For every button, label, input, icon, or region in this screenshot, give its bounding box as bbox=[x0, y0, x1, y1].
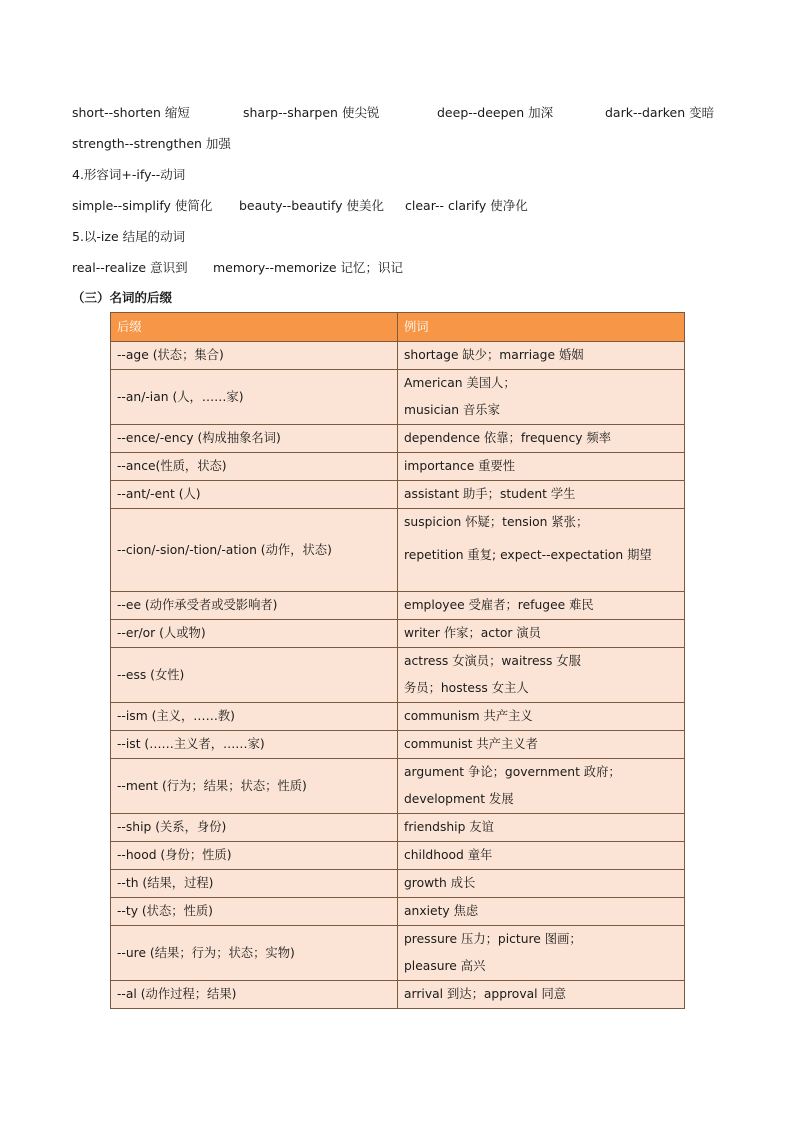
examples-cell bbox=[398, 509, 685, 592]
suffix-cell: --ee (动作承受者或受影响者) bbox=[111, 592, 398, 620]
examples-cell bbox=[398, 620, 685, 648]
examples-cell bbox=[398, 425, 685, 453]
examples-cell bbox=[398, 370, 685, 425]
examples-cell bbox=[398, 731, 685, 759]
example-line: importance 重要性 bbox=[404, 459, 516, 473]
example-line: musician 音乐家 bbox=[404, 403, 500, 417]
example-realize: real--realize 意识到 bbox=[72, 260, 188, 275]
verb-suffix-en-examples bbox=[72, 103, 714, 121]
suffix-cell: --age (状态；集合) bbox=[111, 342, 398, 370]
suffix-cell: --cion/-sion/-tion/-ation (动作，状态) bbox=[111, 509, 398, 592]
example-line: writer 作家；actor 演员 bbox=[404, 626, 541, 640]
table-row bbox=[111, 648, 685, 703]
section-title: （三）名词的后缀 bbox=[72, 290, 173, 305]
example-line: pressure 压力；picture 图画； bbox=[404, 932, 582, 946]
example-line: shortage 缺少；marriage 婚姻 bbox=[404, 348, 584, 362]
example-deepen: deep--deepen 加深 bbox=[437, 105, 554, 120]
example-line: suspicion 怀疑；tension 紧张； bbox=[404, 515, 589, 529]
examples-cell bbox=[398, 759, 685, 814]
suffix-cell: --ence/-ency (构成抽象名词) bbox=[111, 425, 398, 453]
example-line: childhood 童年 bbox=[404, 848, 493, 862]
examples-cell bbox=[398, 703, 685, 731]
example-darken: dark--darken 变暗 bbox=[605, 105, 715, 120]
ize-rule-heading: 5.以-ize 结尾的动词 bbox=[72, 229, 186, 244]
examples-cell bbox=[398, 870, 685, 898]
ify-rule-heading: 4.形容词+-ify--动词 bbox=[72, 167, 186, 182]
examples-cell bbox=[398, 981, 685, 1009]
table-header-row bbox=[111, 313, 685, 342]
examples-cell bbox=[398, 842, 685, 870]
suffix-cell: --ess (女性) bbox=[111, 648, 398, 703]
example-line: anxiety 焦虑 bbox=[404, 904, 479, 918]
example-line: actress 女演员；waitress 女服 bbox=[404, 654, 581, 668]
table-row bbox=[111, 703, 685, 731]
example-line: assistant 助手；student 学生 bbox=[404, 487, 576, 501]
table-row bbox=[111, 592, 685, 620]
example-line: friendship 友谊 bbox=[404, 820, 494, 834]
table-row bbox=[111, 481, 685, 509]
verb-suffix-ize-examples bbox=[72, 258, 403, 276]
example-line: 务员；hostess 女主人 bbox=[404, 681, 529, 695]
table-row bbox=[111, 842, 685, 870]
suffix-cell: --ant/-ent (人) bbox=[111, 481, 398, 509]
example-line: argument 争论；government 政府； bbox=[404, 765, 621, 779]
suffix-cell: --an/-ian (人，……家) bbox=[111, 370, 398, 425]
example-line: development 发展 bbox=[404, 792, 514, 806]
table-row bbox=[111, 425, 685, 453]
example-line: American 美国人； bbox=[404, 376, 516, 390]
examples-cell bbox=[398, 926, 685, 981]
table-row bbox=[111, 370, 685, 425]
example-beautify: beauty--beautify 使美化 bbox=[239, 198, 384, 213]
suffix-cell: --er/or (人或物) bbox=[111, 620, 398, 648]
example-line: repetition 重复; expect--expectation 期望 bbox=[404, 548, 652, 562]
examples-cell bbox=[398, 898, 685, 926]
examples-cell bbox=[398, 481, 685, 509]
table-body bbox=[111, 342, 685, 1009]
table-row bbox=[111, 981, 685, 1009]
table-row bbox=[111, 926, 685, 981]
example-line: growth 成长 bbox=[404, 876, 476, 890]
suffix-cell: --ship (关系，身份) bbox=[111, 814, 398, 842]
examples-cell bbox=[398, 342, 685, 370]
suffix-cell: --ance(性质，状态) bbox=[111, 453, 398, 481]
suffix-cell: --ty (状态；性质) bbox=[111, 898, 398, 926]
example-line: communism 共产主义 bbox=[404, 709, 533, 723]
example-strengthen: strength--strengthen 加强 bbox=[72, 136, 231, 151]
example-simplify: simple--simplify 使简化 bbox=[72, 198, 213, 213]
examples-cell bbox=[398, 814, 685, 842]
table-row bbox=[111, 898, 685, 926]
noun-suffix-table bbox=[110, 312, 685, 1009]
example-line: pleasure 高兴 bbox=[404, 959, 486, 973]
suffix-cell: --ment (行为；结果；状态；性质) bbox=[111, 759, 398, 814]
verb-suffix-ify-examples bbox=[72, 196, 528, 214]
example-clarify: clear-- clarify 使净化 bbox=[405, 198, 528, 213]
suffix-cell: --th (结果，过程) bbox=[111, 870, 398, 898]
table-row bbox=[111, 620, 685, 648]
table-row bbox=[111, 814, 685, 842]
example-line: communist 共产主义者 bbox=[404, 737, 538, 751]
table-row bbox=[111, 870, 685, 898]
suffix-cell: --hood (身份；性质) bbox=[111, 842, 398, 870]
example-sharpen: sharp--sharpen 使尖锐 bbox=[243, 105, 380, 120]
example-shorten: short--shorten 缩短 bbox=[72, 105, 190, 120]
suffix-cell: --al (动作过程；结果) bbox=[111, 981, 398, 1009]
suffix-cell: --ist (……主义者，……家) bbox=[111, 731, 398, 759]
table-row bbox=[111, 731, 685, 759]
table-row bbox=[111, 342, 685, 370]
example-line: employee 受雇者；refugee 难民 bbox=[404, 598, 594, 612]
examples-cell bbox=[398, 592, 685, 620]
examples-cell bbox=[398, 648, 685, 703]
examples-cell bbox=[398, 453, 685, 481]
header-suffix: 后缀 bbox=[111, 313, 398, 342]
suffix-cell: --ism (主义，……教) bbox=[111, 703, 398, 731]
table-row bbox=[111, 453, 685, 481]
table-row bbox=[111, 759, 685, 814]
example-line: arrival 到达；approval 同意 bbox=[404, 987, 567, 1001]
header-examples: 例词 bbox=[398, 313, 685, 342]
example-memorize: memory--memorize 记忆；识记 bbox=[213, 260, 404, 275]
example-line: dependence 依靠；frequency 频率 bbox=[404, 431, 612, 445]
table-row bbox=[111, 509, 685, 592]
suffix-cell: --ure (结果；行为；状态；实物) bbox=[111, 926, 398, 981]
